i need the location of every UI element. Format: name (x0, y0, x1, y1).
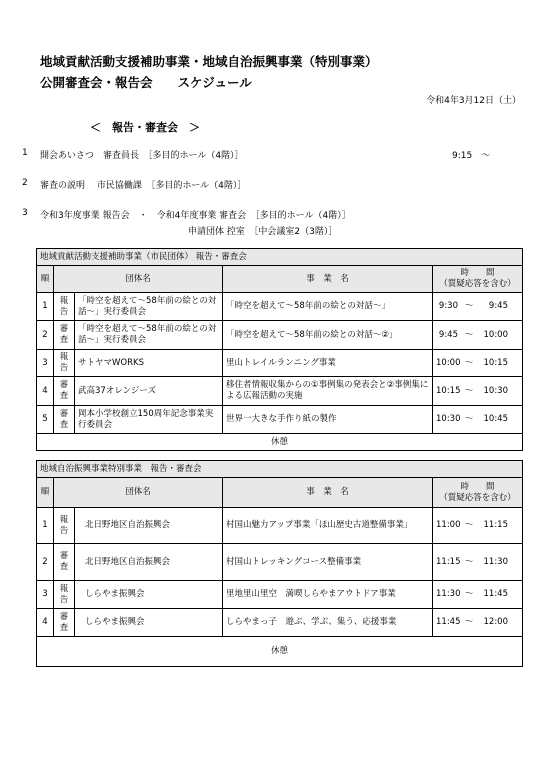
row-time-end: 12:00 (483, 617, 508, 627)
row-kind: 審査 (54, 377, 75, 406)
row-group: 武高37オレンジーズ (75, 377, 223, 406)
row-time-sep: ～ (464, 385, 474, 396)
row-time (433, 321, 523, 350)
table-row (37, 321, 523, 350)
agenda-text-2: 審査の説明 市民協働課 ［多目的ホール（4階）］ (40, 181, 247, 191)
row-time (433, 350, 523, 377)
row-time-start: 10:30 (436, 414, 461, 424)
row-time-sep: ～ (464, 329, 474, 340)
header-project: 事 業 名 (223, 478, 433, 508)
row-group: 「時空を超えて～58年前の絵との対話～」実行委員会 (75, 321, 223, 350)
row-num: 3 (37, 350, 54, 377)
header-num: 順 (37, 478, 54, 508)
doc-date: 令和4年3月12日（土） (426, 96, 521, 106)
row-time-sep: ～ (464, 301, 474, 311)
row-group: 北日野地区自治振興会 (75, 544, 223, 581)
row-project: 世界一大きな手作り紙の製作 (223, 406, 433, 434)
row-kind: 審査 (54, 609, 75, 637)
row-kind: 審査 (54, 544, 75, 581)
header-group: 団体名 (54, 266, 223, 293)
table-row (37, 508, 523, 544)
header-time (433, 478, 523, 508)
header-num: 順 (37, 266, 54, 293)
row-kind: 報告 (54, 293, 75, 321)
header-time (433, 266, 523, 293)
row-group: しらやま振興会 (75, 581, 223, 609)
agenda-num-1: 1 (22, 148, 28, 158)
row-time-end: 10:45 (483, 414, 508, 424)
row-time-end: 10:00 (483, 329, 508, 340)
row-group: 北日野地区自治振興会 (75, 508, 223, 544)
agenda-text-3: 令和3年度事業 報告会 ・ 令和4年度事業 審査会 ［多目的ホール（4階）］ (40, 211, 351, 221)
row-num: 4 (37, 377, 54, 406)
row-time-end: 10:15 (483, 357, 508, 368)
row-project: 村国山魅力アップ事業「ほ山歴史古道整備事業」 (223, 508, 433, 544)
row-num: 4 (37, 609, 54, 637)
agenda-text-1: 開会あいさつ 審査員長 ［多目的ホール（4階）］ (40, 151, 244, 161)
row-time-start: 11:00 (436, 520, 461, 530)
row-time-start: 11:30 (436, 589, 461, 599)
table-row (37, 544, 523, 581)
row-time (433, 581, 523, 609)
row-time-sep: ～ (464, 520, 474, 530)
table-row (37, 377, 523, 406)
row-time (433, 406, 523, 434)
header-time-note: （質疑応答を含む） (439, 279, 516, 289)
table-autonomy-section: 地域自治振興事業特別事業 報告・審査会 (37, 461, 523, 478)
row-time (433, 508, 523, 544)
row-time-start: 9:30 (438, 301, 458, 311)
table-row (37, 350, 523, 377)
row-time-sep: ～ (464, 589, 474, 599)
row-time-sep: ～ (464, 556, 474, 567)
row-project: 里地里山里空 満喫しらやまアウトドア事業 (223, 581, 433, 609)
header-time-note: （質疑応答を含む） (439, 492, 516, 503)
row-time-end: 11:30 (483, 556, 508, 567)
row-time (433, 609, 523, 637)
row-time-end: 10:30 (483, 385, 508, 396)
row-time (433, 377, 523, 406)
row-project: 移住者情報収集からの①事例集の発表会と②事例集による広報活動の実施 (223, 377, 433, 406)
row-kind: 審査 (54, 406, 75, 434)
row-time-end: 11:15 (483, 520, 508, 530)
row-kind: 審査 (54, 321, 75, 350)
row-group: サトヤマWORKS (75, 350, 223, 377)
row-time-sep: ～ (464, 617, 474, 627)
header-project: 事 業 名 (223, 266, 433, 293)
header-time-label: 時 間 (460, 481, 495, 492)
table-autonomy (36, 460, 523, 667)
row-num: 1 (37, 293, 54, 321)
row-group: 岡本小学校創立150周年記念事業実行委員会 (75, 406, 223, 434)
row-time (433, 544, 523, 581)
agenda-sub-3: 申請団体 控室 ［中会議室2（3階）］ (188, 227, 338, 237)
row-project: 「時空を超えて～58年前の絵との対話～②」 (223, 321, 433, 350)
row-time-sep: ～ (464, 357, 474, 368)
row-time-start: 11:15 (436, 556, 461, 567)
row-group: 「時空を超えて～58年前の絵との対話～」実行委員会 (75, 293, 223, 321)
row-time-sep: ～ (464, 414, 474, 424)
row-time (433, 293, 523, 321)
header-group: 団体名 (54, 478, 223, 508)
row-project: 村国山トレッキングコース整備事業 (223, 544, 433, 581)
row-group: しらやま振興会 (75, 609, 223, 637)
table-row (37, 406, 523, 434)
row-num: 5 (37, 406, 54, 434)
row-num: 1 (37, 508, 54, 544)
row-time-start: 10:15 (436, 385, 461, 396)
row-num: 2 (37, 544, 54, 581)
row-time-start: 11:45 (436, 617, 461, 627)
agenda-time-1: 9:15 ～ (452, 151, 491, 161)
row-time-end: 9:45 (488, 301, 508, 311)
doc-title-line1: 地域貢献活動支援補助事業・地域自治振興事業（特別事業） (40, 54, 378, 69)
row-time-end: 11:45 (483, 589, 508, 599)
break-label: 休憩 (37, 434, 523, 451)
table-row (37, 293, 523, 321)
table-civic (36, 248, 523, 451)
row-time-start: 9:45 (438, 329, 458, 340)
row-kind: 報告 (54, 508, 75, 544)
row-project: 里山トレイルランニング事業 (223, 350, 433, 377)
table-row (37, 609, 523, 637)
row-time-start: 10:00 (436, 357, 461, 368)
row-kind: 報告 (54, 581, 75, 609)
table-civic-section: 地域貢献活動支援補助事業（市民団体） 報告・審査会 (37, 249, 523, 266)
section-heading: ＜ 報告・審査会 ＞ (90, 121, 200, 134)
row-kind: 報告 (54, 350, 75, 377)
table-row (37, 581, 523, 609)
row-num: 3 (37, 581, 54, 609)
break-label: 休憩 (37, 637, 523, 667)
agenda-num-3: 3 (22, 208, 28, 218)
row-project: 「時空を超えて～58年前の絵との対話～」 (223, 293, 433, 321)
row-project: しらやまっ子 遊ぶ、学ぶ、集う、応援事業 (223, 609, 433, 637)
header-time-label: 時 間 (460, 268, 495, 278)
doc-title-line2: 公開審査会・報告会 スケジュール (40, 75, 252, 90)
agenda-num-2: 2 (22, 178, 28, 188)
row-num: 2 (37, 321, 54, 350)
